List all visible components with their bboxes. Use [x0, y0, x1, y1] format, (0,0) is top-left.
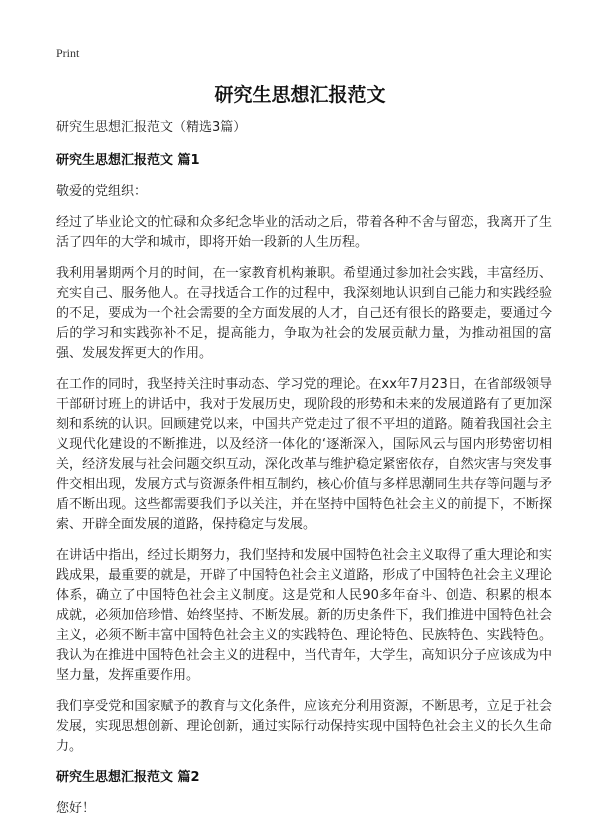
- section-1-paragraph-1: 经过了毕业论文的忙碌和众多纪念毕业的活动之后，带着各种不舍与留恋，我离开了生活了四年的大学和城市，即将开始一段新的人生历程。: [56, 215, 552, 250]
- print-link[interactable]: Print: [56, 46, 80, 60]
- section-1-paragraph-2: 我利用暑期两个月的时间，在一家教育机构兼职。希望通过参加社会实践，丰富经历、充实自己、服务他人。在寻找适合工作的过程中，我深刻地认识到自己能力和实践经验的不足，要成为一个社会需要的全方面发展的人才，自己还有很长的路要走，要通过今后的学习和实践弥补不足，提高能力，争取为社会的发展贡献力量，为推动祖国的富强、发展发挥更大的作用。: [56, 266, 552, 361]
- section-heading-1: 研究生思想汇报范文 篇1: [56, 153, 200, 168]
- section-2-greeting: 您好！: [56, 801, 96, 816]
- page-title: 研究生思想汇报范文: [214, 84, 386, 106]
- section-1-paragraph-3: 在工作的同时，我坚持关注时事动态、学习党的理论。在xx年7月23日，在省部级领导干部研讨班上的讲话中，我对于发展历史，现阶段的形势和未来的发展道路有了更加深刻和系统的认识。回顾建党以来，中国共产党走过了很不平坦的道路。随着我国社会主义现代化建设的不断推进，以及经济一体化的‘逐渐深入，国际风云与国内形势密切相关，经济发展与社会问题交织互动，深化改革与维护稳定紧密依存，自然灾害与突发事件交相出现，发展方式与资源条件相互制约，核心价值与多样思潮同生共存等问题与矛盾不断出现。这些都需要我们予以关注，并在坚持中国特色社会主义的前提下，不断探索、开辟全面发展的道路，保持稳定与发展。: [56, 377, 552, 532]
- section-1-paragraph-4: 在讲话中指出，经过长期努力，我们坚持和发展中国特色社会主义取得了重大理论和实践成果，最重要的就是，开辟了中国特色社会主义道路，形成了中国特色社会主义理论体系，确立了中国特色社会主义制度。这是党和人民90多年奋斗、创造、积累的根本成就，必须加倍珍惜、始终坚持、不断发展。新的历史条件下，我们推进中国特色社会主义，必须不断丰富中国特色社会主义的实践特色、理论特色、民族特色、实践特色。我认为在推进中国特色社会主义的进程中，当代青年，大学生，高知识分子应该成为中坚力量，发挥重要作用。: [56, 548, 552, 683]
- article-body: [56, 118, 552, 830]
- article-subtitle: 研究生思想汇报范文（精选3篇）: [56, 120, 247, 135]
- section-1-paragraph-5: 我们享受党和国家赋予的教育与文化条件，应该充分利用资源，不断思考，立足于社会发展，实现思想创新、理论创新，通过实际行动保持实现中国特色社会主义的长久生命力。: [56, 699, 552, 754]
- section-1-greeting: 敬爱的党组织：: [56, 184, 148, 199]
- section-heading-2: 研究生思想汇报范文 篇2: [56, 770, 200, 785]
